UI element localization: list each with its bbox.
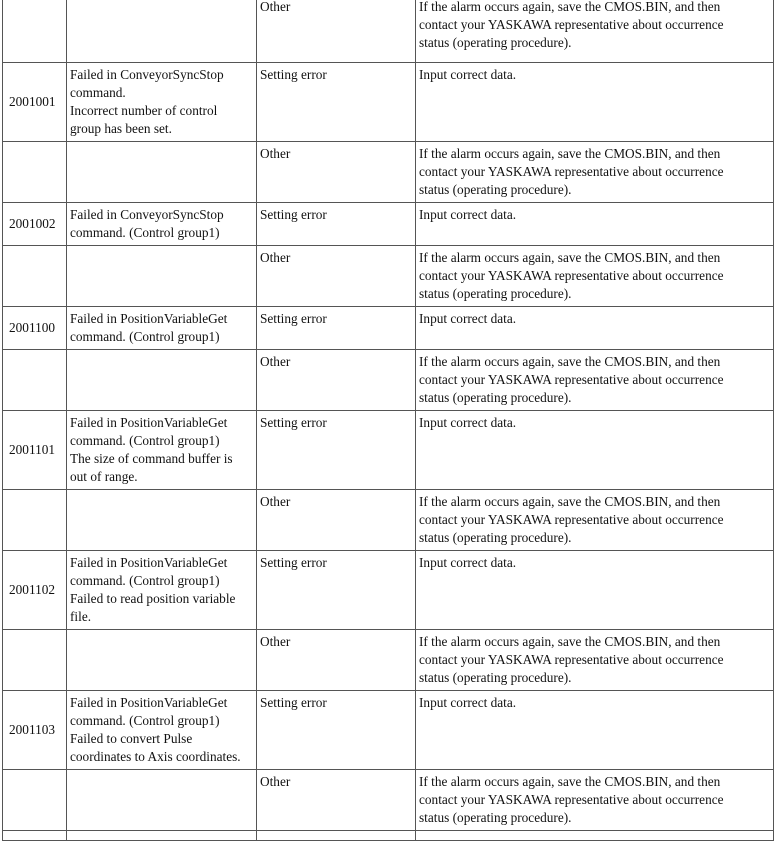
alarm-remedy-cell xyxy=(416,551,774,630)
alarm-code-cell: 2001002 xyxy=(3,203,67,246)
alarm-message-cell xyxy=(67,770,257,831)
alarm-remedy-line: Input correct data. xyxy=(419,695,517,710)
alarm-continuation-row xyxy=(3,490,774,551)
alarm-remedy-line: contact your YASKAWA representative about occurrence xyxy=(419,268,724,283)
alarm-remedy-cell xyxy=(416,831,774,841)
alarm-message-line: Failed in PositionVariableGet xyxy=(70,555,228,570)
alarm-remedy-line: contact your YASKAWA representative about occurrence xyxy=(419,164,724,179)
alarm-cause-cell: Setting error xyxy=(257,63,416,142)
alarm-code-cell xyxy=(3,630,67,691)
alarm-remedy-cell xyxy=(416,411,774,490)
alarm-table-body xyxy=(3,0,774,841)
alarm-continuation-row xyxy=(3,831,774,841)
alarm-remedy-line: If the alarm occurs again, save the CMOS.BIN, and then xyxy=(419,0,721,14)
alarm-message-cell xyxy=(67,203,257,246)
alarm-continuation-row xyxy=(3,246,774,307)
alarm-code-cell xyxy=(3,0,67,63)
alarm-remedy-line: contact your YASKAWA representative about occurrence xyxy=(419,792,724,807)
alarm-remedy-line: contact your YASKAWA representative about occurrence xyxy=(419,17,724,32)
alarm-cause-cell xyxy=(257,831,416,841)
alarm-remedy-cell xyxy=(416,770,774,831)
alarm-continuation-row xyxy=(3,0,774,63)
alarm-cause-cell: Other xyxy=(257,0,416,63)
alarm-remedy-line: contact your YASKAWA representative about occurrence xyxy=(419,652,724,667)
alarm-remedy-cell xyxy=(416,203,774,246)
alarm-continuation-row xyxy=(3,630,774,691)
alarm-cause-cell: Other xyxy=(257,350,416,411)
alarm-message-cell xyxy=(67,551,257,630)
alarm-continuation-row xyxy=(3,142,774,203)
alarm-message-cell xyxy=(67,490,257,551)
alarm-cause-cell: Setting error xyxy=(257,307,416,350)
alarm-row xyxy=(3,551,774,630)
alarm-message-line: Incorrect number of control xyxy=(70,103,218,118)
alarm-cause-cell: Setting error xyxy=(257,411,416,490)
alarm-message-cell xyxy=(67,691,257,770)
alarm-remedy-line: status (operating procedure). xyxy=(419,35,572,50)
alarm-continuation-row xyxy=(3,770,774,831)
alarm-message-line: group has been set. xyxy=(70,121,172,136)
alarm-cause-cell: Other xyxy=(257,630,416,691)
alarm-code-cell: 2001100 xyxy=(3,307,67,350)
alarm-remedy-line: contact your YASKAWA representative about occurrence xyxy=(419,372,724,387)
alarm-code-cell xyxy=(3,246,67,307)
alarm-row xyxy=(3,63,774,142)
alarm-code-cell: 2001103 xyxy=(3,691,67,770)
alarm-code-cell xyxy=(3,142,67,203)
alarm-remedy-line: If the alarm occurs again, save the CMOS.BIN, and then xyxy=(419,146,721,161)
alarm-cause-cell: Setting error xyxy=(257,203,416,246)
alarm-message-line: coordinates to Axis coordinates. xyxy=(70,749,241,764)
alarm-code-cell: 2001102 xyxy=(3,551,67,630)
alarm-cause-cell: Setting error xyxy=(257,551,416,630)
alarm-continuation-row xyxy=(3,350,774,411)
alarm-message-cell xyxy=(67,350,257,411)
alarm-code-cell xyxy=(3,831,67,841)
alarm-remedy-cell xyxy=(416,490,774,551)
alarm-remedy-line: status (operating procedure). xyxy=(419,390,572,405)
alarm-message-cell xyxy=(67,0,257,63)
alarm-remedy-line: If the alarm occurs again, save the CMOS.BIN, and then xyxy=(419,634,721,649)
alarm-remedy-cell xyxy=(416,350,774,411)
alarm-row xyxy=(3,203,774,246)
alarm-row xyxy=(3,307,774,350)
alarm-message-cell xyxy=(67,411,257,490)
alarm-cause-cell: Other xyxy=(257,490,416,551)
alarm-remedy-line: status (operating procedure). xyxy=(419,286,572,301)
alarm-message-cell xyxy=(67,246,257,307)
alarm-message-line: Failed in PositionVariableGet xyxy=(70,415,228,430)
alarm-cause-cell: Other xyxy=(257,142,416,203)
alarm-message-line: The size of command buffer is xyxy=(70,451,233,466)
alarm-remedy-line: If the alarm occurs again, save the CMOS.BIN, and then xyxy=(419,354,721,369)
alarm-code-cell xyxy=(3,350,67,411)
alarm-message-line: file. xyxy=(70,609,92,624)
alarm-remedy-line: Input correct data. xyxy=(419,207,517,222)
alarm-message-line: Failed in ConveyorSyncStop xyxy=(70,207,224,222)
alarm-remedy-cell xyxy=(416,307,774,350)
alarm-remedy-line: status (operating procedure). xyxy=(419,810,572,825)
alarm-message-cell xyxy=(67,63,257,142)
alarm-message-line: Failed in PositionVariableGet xyxy=(70,311,228,326)
alarm-message-line: command. (Control group1) xyxy=(70,225,220,240)
alarm-remedy-line: Input correct data. xyxy=(419,415,517,430)
alarm-remedy-cell xyxy=(416,63,774,142)
alarm-remedy-cell xyxy=(416,0,774,63)
alarm-message-line: command. (Control group1) xyxy=(70,433,220,448)
alarm-remedy-line: contact your YASKAWA representative about occurrence xyxy=(419,512,724,527)
alarm-code-cell xyxy=(3,770,67,831)
alarm-message-cell xyxy=(67,630,257,691)
alarm-message-line: Failed in PositionVariableGet xyxy=(70,695,228,710)
alarm-remedy-line: status (operating procedure). xyxy=(419,530,572,545)
alarm-message-line: Failed to read position variable xyxy=(70,591,236,606)
alarm-remedy-line: Input correct data. xyxy=(419,67,517,82)
alarm-message-line: command. (Control group1) xyxy=(70,713,220,728)
alarm-remedy-line: Input correct data. xyxy=(419,555,517,570)
alarm-message-cell xyxy=(67,142,257,203)
alarm-remedy-line: status (operating procedure). xyxy=(419,670,572,685)
alarm-table xyxy=(2,0,774,841)
alarm-cause-cell: Other xyxy=(257,246,416,307)
alarm-remedy-line: If the alarm occurs again, save the CMOS.BIN, and then xyxy=(419,494,721,509)
alarm-message-line: Failed in ConveyorSyncStop xyxy=(70,67,224,82)
alarm-message-line: Failed to convert Pulse xyxy=(70,731,193,746)
alarm-cause-cell: Setting error xyxy=(257,691,416,770)
alarm-remedy-line: Input correct data. xyxy=(419,311,517,326)
alarm-remedy-line: status (operating procedure). xyxy=(419,182,572,197)
alarm-remedy-cell xyxy=(416,246,774,307)
alarm-remedy-cell xyxy=(416,691,774,770)
alarm-message-line: command. (Control group1) xyxy=(70,573,220,588)
alarm-code-cell xyxy=(3,490,67,551)
alarm-row xyxy=(3,691,774,770)
alarm-message-cell xyxy=(67,307,257,350)
alarm-remedy-cell xyxy=(416,630,774,691)
alarm-code-cell: 2001101 xyxy=(3,411,67,490)
alarm-remedy-cell xyxy=(416,142,774,203)
alarm-remedy-line: If the alarm occurs again, save the CMOS.BIN, and then xyxy=(419,250,721,265)
alarm-cause-cell: Other xyxy=(257,770,416,831)
alarm-message-line: command. xyxy=(70,85,126,100)
alarm-remedy-line: If the alarm occurs again, save the CMOS.BIN, and then xyxy=(419,774,721,789)
alarm-message-cell xyxy=(67,831,257,841)
alarm-message-line: out of range. xyxy=(70,469,138,484)
alarm-message-line: command. (Control group1) xyxy=(70,329,220,344)
alarm-row xyxy=(3,411,774,490)
alarm-code-cell: 2001001 xyxy=(3,63,67,142)
